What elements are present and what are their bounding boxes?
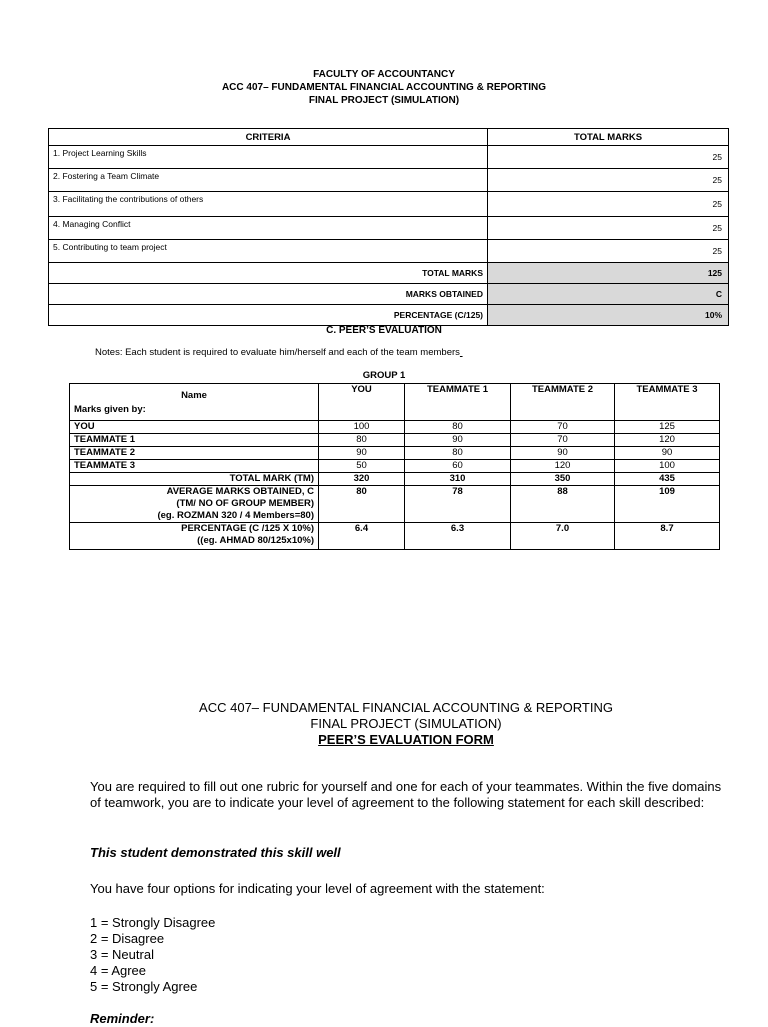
mark-cell: 50 [319, 460, 405, 473]
rating-option: 1 = Strongly Disagree [90, 915, 216, 930]
total-mark-label: TOTAL MARK (TM) [70, 473, 319, 486]
percentage-cell: 6.4 [319, 523, 405, 550]
peer-evaluation-note: Notes: Each student is required to evaluate him/herself and each of the team members [95, 347, 460, 358]
mark-cell: 70 [511, 434, 615, 447]
faculty-heading: FACULTY OF ACCOUNTANCY [313, 69, 455, 80]
peer-row [70, 447, 720, 460]
reminder-heading: Reminder: [90, 1011, 155, 1026]
name-header-cell [70, 384, 319, 421]
criteria-table [48, 128, 729, 326]
mark-cell: 80 [405, 447, 511, 460]
criteria-row [49, 169, 729, 192]
total-mark-cell: 350 [511, 473, 615, 486]
criteria-header-row [49, 129, 729, 146]
column-header-teammate-1: TEAMMATE 1 [405, 384, 511, 421]
average-mark-cell: 109 [615, 486, 720, 523]
average-marks-row [70, 486, 720, 523]
percentage-value: 10% [488, 305, 729, 326]
percentage-label: PERCENTAGE (C /125 X 10%) [181, 523, 314, 534]
form-project-heading: FINAL PROJECT (SIMULATION) [310, 716, 502, 731]
marks-obtained-row [49, 284, 729, 305]
total-marks-value: 125 [488, 263, 729, 284]
criteria-name: 5. Contributing to team project [49, 240, 488, 263]
mark-cell: 90 [319, 447, 405, 460]
criteria-name: 1. Project Learning Skills [49, 146, 488, 169]
mark-cell: 80 [405, 421, 511, 434]
mark-cell: 80 [319, 434, 405, 447]
percentage-cell: 7.0 [511, 523, 615, 550]
criteria-name: 4. Managing Conflict [49, 217, 488, 240]
percentage-example: ((eg. AHMAD 80/125x10%) [197, 535, 314, 546]
average-marks-example: (eg. ROZMAN 320 / 4 Members=80) [157, 510, 314, 521]
average-marks-label-cell [70, 486, 319, 523]
criteria-marks: 25 [488, 192, 729, 217]
criteria-marks: 25 [488, 217, 729, 240]
course-heading: ACC 407– FUNDAMENTAL FINANCIAL ACCOUNTING & REPORTING [221, 82, 547, 93]
project-heading: FINAL PROJECT (SIMULATION) [308, 95, 460, 106]
mark-cell: 90 [615, 447, 720, 460]
peer-row [70, 434, 720, 447]
criteria-marks: 25 [488, 146, 729, 169]
average-mark-cell: 78 [405, 486, 511, 523]
row-label: TEAMMATE 3 [70, 460, 319, 473]
criteria-name: 2. Fostering a Team Climate [49, 169, 488, 192]
mark-cell: 100 [615, 460, 720, 473]
percentage-cell: 6.3 [405, 523, 511, 550]
criteria-row [49, 217, 729, 240]
peer-header-row [70, 384, 720, 421]
total-mark-cell: 435 [615, 473, 720, 486]
percentage-label-cell [70, 523, 319, 550]
criteria-marks: 25 [488, 169, 729, 192]
marks-given-by-label: Marks given by: [74, 404, 146, 415]
criteria-row [49, 240, 729, 263]
peer-evaluation-title: C. PEER’S EVALUATION [326, 325, 442, 336]
percentage-cell: 8.7 [615, 523, 720, 550]
mark-cell: 120 [511, 460, 615, 473]
group-label: GROUP 1 [362, 370, 406, 381]
total-mark-cell: 310 [405, 473, 511, 486]
average-marks-formula: (TM/ NO OF GROUP MEMBER) [176, 498, 314, 509]
criteria-row [49, 192, 729, 217]
options-intro: You have four options for indicating your level of agreement with the statement: [90, 881, 545, 896]
total-marks-column-header: TOTAL MARKS [488, 129, 729, 146]
mark-cell: 70 [511, 421, 615, 434]
peer-row [70, 421, 720, 434]
marks-obtained-label: MARKS OBTAINED [49, 284, 488, 305]
mark-cell: 100 [319, 421, 405, 434]
marks-obtained-value: C [488, 284, 729, 305]
rating-option: 5 = Strongly Agree [90, 979, 198, 994]
rating-scale-list [90, 915, 215, 995]
column-header-you: YOU [319, 384, 405, 421]
total-marks-row [49, 263, 729, 284]
percentage-row [70, 523, 720, 550]
column-header-teammate-3: TEAMMATE 3 [615, 384, 720, 421]
mark-cell: 120 [615, 434, 720, 447]
criteria-marks: 25 [488, 240, 729, 263]
name-header: Name [181, 390, 207, 401]
peer-row [70, 460, 720, 473]
mark-cell: 90 [511, 447, 615, 460]
total-mark-cell: 320 [319, 473, 405, 486]
statement: This student demonstrated this skill well [90, 845, 341, 860]
mark-cell: 125 [615, 421, 720, 434]
peer-evaluation-table [69, 383, 720, 550]
average-marks-label: AVERAGE MARKS OBTAINED, C [166, 486, 314, 497]
total-mark-row [70, 473, 720, 486]
total-marks-label: TOTAL MARKS [49, 263, 488, 284]
percentage-row [49, 305, 729, 326]
average-mark-cell: 88 [511, 486, 615, 523]
mark-cell: 60 [405, 460, 511, 473]
rating-option: 2 = Disagree [90, 931, 165, 946]
criteria-name: 3. Facilitating the contributions of others [49, 192, 488, 217]
percentage-label: PERCENTAGE (C/125) [49, 305, 488, 326]
average-mark-cell: 80 [319, 486, 405, 523]
criteria-row [49, 146, 729, 169]
row-label: TEAMMATE 1 [70, 434, 319, 447]
form-title: PEER’S EVALUATION FORM [318, 732, 494, 747]
row-label: YOU [70, 421, 319, 434]
form-course-heading: ACC 407– FUNDAMENTAL FINANCIAL ACCOUNTING & REPORTING [199, 700, 613, 715]
rating-option: 4 = Agree [90, 963, 147, 978]
row-label: TEAMMATE 2 [70, 447, 319, 460]
form-intro: You are required to fill out one rubric for yourself and one for each of your teammates. Within the five domains of teamwork, you are to indicate your level of agreement to the following statement for each skill described: [90, 779, 722, 810]
criteria-column-header: CRITERIA [49, 129, 488, 146]
column-header-teammate-2: TEAMMATE 2 [511, 384, 615, 421]
rating-option: 3 = Neutral [90, 947, 154, 962]
mark-cell: 90 [405, 434, 511, 447]
